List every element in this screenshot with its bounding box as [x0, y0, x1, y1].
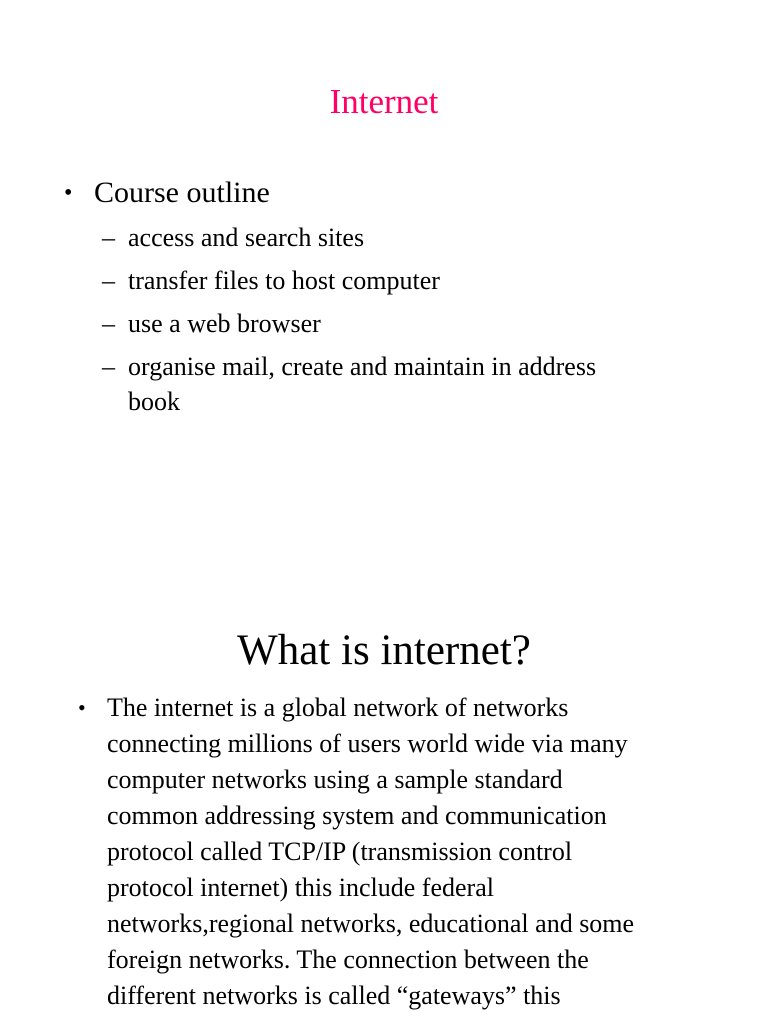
sub-bullet-text: transfer files to host computer — [128, 266, 440, 295]
dash-marker: – — [102, 352, 115, 381]
bullet-marker: • — [78, 695, 86, 720]
slide-title: Internet — [329, 82, 439, 121]
sub-bullet-text: access and search sites — [128, 223, 365, 252]
sub-bullet-item — [102, 263, 702, 298]
bullet-marker: • — [64, 180, 73, 206]
dash-marker: – — [102, 266, 115, 295]
slide-title: What is internet? — [237, 627, 531, 674]
bullet-paragraph — [78, 690, 718, 1014]
sub-bullet-text: use a web browser — [128, 309, 321, 338]
sub-bullet-item — [102, 349, 702, 419]
sub-bullet-item — [102, 306, 702, 341]
bullet-text: Course outline — [94, 176, 270, 209]
sub-bullet-list — [102, 220, 702, 427]
dash-marker: – — [102, 309, 115, 338]
dash-marker: – — [102, 223, 115, 252]
paragraph-text: The internet is a global network of networks connecting millions of users world wide via many computer networks using a sample standard common addressing system and communication protocol called TCP/IP (transmission control protocol internet) this include federal networks,regional networks, educational and some foreign networks. The connection between the different networks is called “gateways” this — [107, 693, 635, 1010]
sub-bullet-text: organise mail, create and maintain in address book — [128, 352, 597, 416]
slide-2 — [0, 576, 768, 1024]
sub-bullet-item — [102, 220, 702, 255]
